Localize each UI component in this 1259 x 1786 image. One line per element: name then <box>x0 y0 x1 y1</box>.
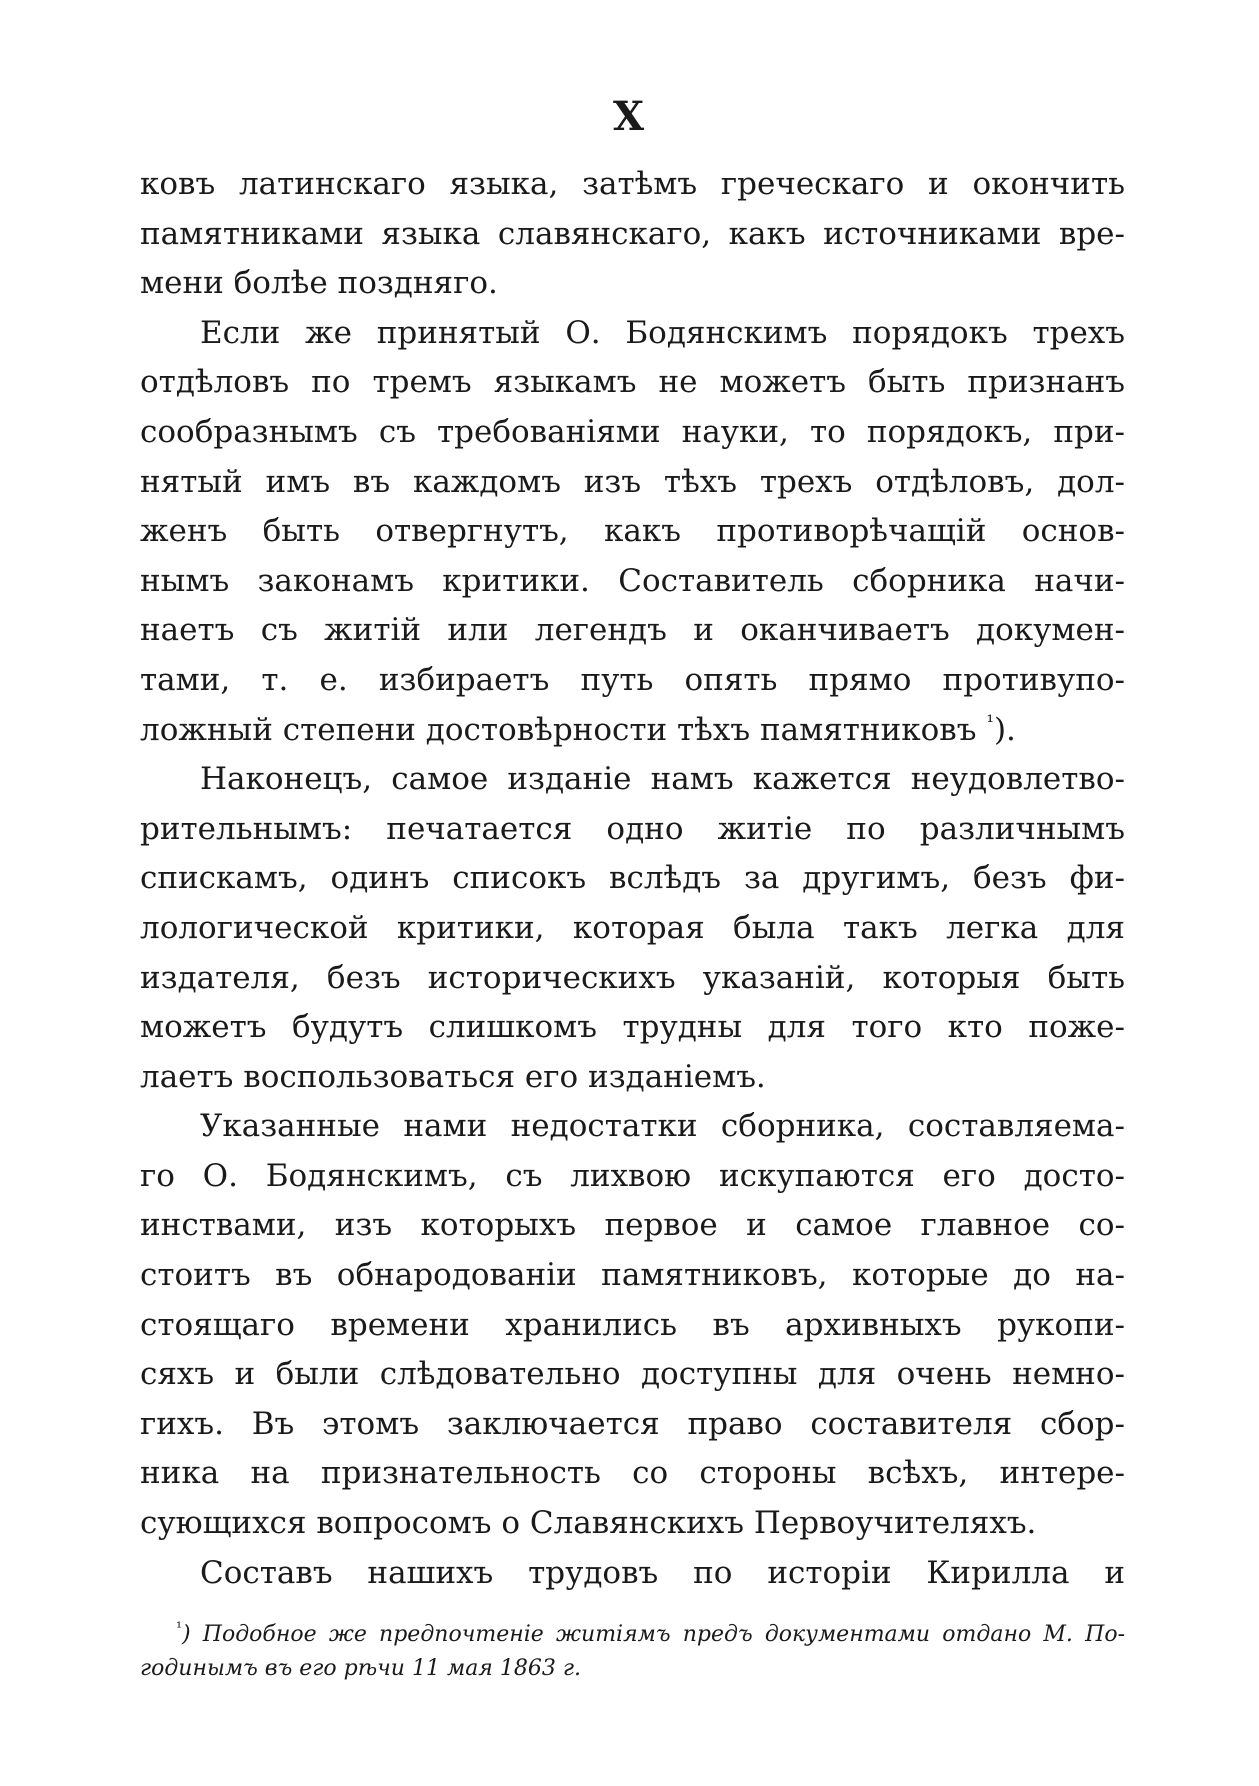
text-line: наетъ съ житій или легендъ и оканчиваетъ докумен- <box>140 612 1125 649</box>
text-line: памятниками языка славянскаго, какъ источниками вре- <box>140 215 1125 252</box>
footnote-line: годинымъ въ его рѣчи 11 мая 1863 г. <box>140 1656 581 1681</box>
text-line: сообразнымъ съ требованіями науки, то порядокъ, при- <box>140 413 1125 450</box>
text-line: ника на признательность со стороны всѣхъ, интере- <box>140 1455 1125 1492</box>
footnote <box>140 1618 1125 1686</box>
text-line: рительнымъ: печатается одно житіе по различнымъ <box>140 810 1125 847</box>
text-line: ковъ латинскаго языка, затѣмъ греческаго и окончить <box>140 166 1125 202</box>
text-line: Если же принятый О. Бодянскимъ порядокъ трехъ <box>200 314 1125 351</box>
text-line: стоитъ въ обнародованіи памятниковъ, которые до на- <box>140 1257 1125 1294</box>
text-line: женъ быть отвергнутъ, какъ противорѣчащій основ- <box>140 513 1125 550</box>
text-line: инствами, изъ которыхъ первое и самое главное со- <box>140 1207 1125 1244</box>
text-line: нятый имъ въ каждомъ изъ тѣхъ трехъ отдѣловъ, дол- <box>140 463 1125 500</box>
text-line-tail: ). <box>993 711 1016 748</box>
footnote-mark: ¹ <box>176 1618 183 1637</box>
text-line: мени болѣе поздняго. <box>140 265 498 302</box>
text-line: нымъ законамъ критики. Составитель сборника начи- <box>140 562 1125 599</box>
text-line: Составъ нашихъ трудовъ по исторіи Кирилла и <box>200 1554 1125 1591</box>
text-line: сующихся вопросомъ о Славянскихъ Первоучителяхъ. <box>140 1505 1037 1542</box>
text-line: сяхъ и были слѣдовательно доступны для очень немно- <box>140 1356 1125 1393</box>
page-number: X <box>612 93 647 140</box>
body-text <box>140 160 1125 1598</box>
paragraph <box>140 1549 1125 1599</box>
text-line: Наконецъ, самое изданіе намъ кажется неудовлетво- <box>200 761 1125 798</box>
text-line: гихъ. Въ этомъ заключается право составителя сбор- <box>140 1405 1125 1442</box>
text-line-with-footnote <box>140 706 1125 756</box>
footnote-reference[interactable]: ¹ <box>986 711 994 734</box>
text-line: спискамъ, одинъ списокъ вслѣдъ за другимъ, безъ фи- <box>140 860 1125 897</box>
text-line: стоящаго времени хранились въ архивныхъ рукопи- <box>140 1306 1125 1343</box>
text-line: лологической критики, которая была такъ легка для <box>140 909 1125 946</box>
footnote-text: ) Подобное же предпочтеніе житіямъ предъ документами отдано М. По- <box>182 1622 1125 1647</box>
text-line: лаетъ воспользоваться его изданіемъ. <box>140 1058 766 1095</box>
text-line: ложный степени достовѣрности тѣхъ памятниковъ <box>140 711 977 748</box>
paragraph <box>140 309 1125 755</box>
text-line: отдѣловъ по тремъ языкамъ не можетъ быть признанъ <box>140 364 1125 401</box>
footnote-line <box>140 1618 1125 1652</box>
text-line: тами, т. е. избираетъ путь опять прямо противупо- <box>140 661 1125 698</box>
paragraph <box>140 1102 1125 1548</box>
text-line: го О. Бодянскимъ, съ лихвою искупаются его досто- <box>140 1157 1125 1194</box>
paragraph <box>140 160 1125 309</box>
paragraph <box>140 755 1125 1102</box>
text-line: можетъ будутъ слишкомъ трудны для того кто поже- <box>140 1009 1125 1046</box>
text-line: издателя, безъ историческихъ указаній, которыя быть <box>140 959 1125 996</box>
text-line: Указанные нами недостатки сборника, составляема- <box>200 1108 1125 1145</box>
